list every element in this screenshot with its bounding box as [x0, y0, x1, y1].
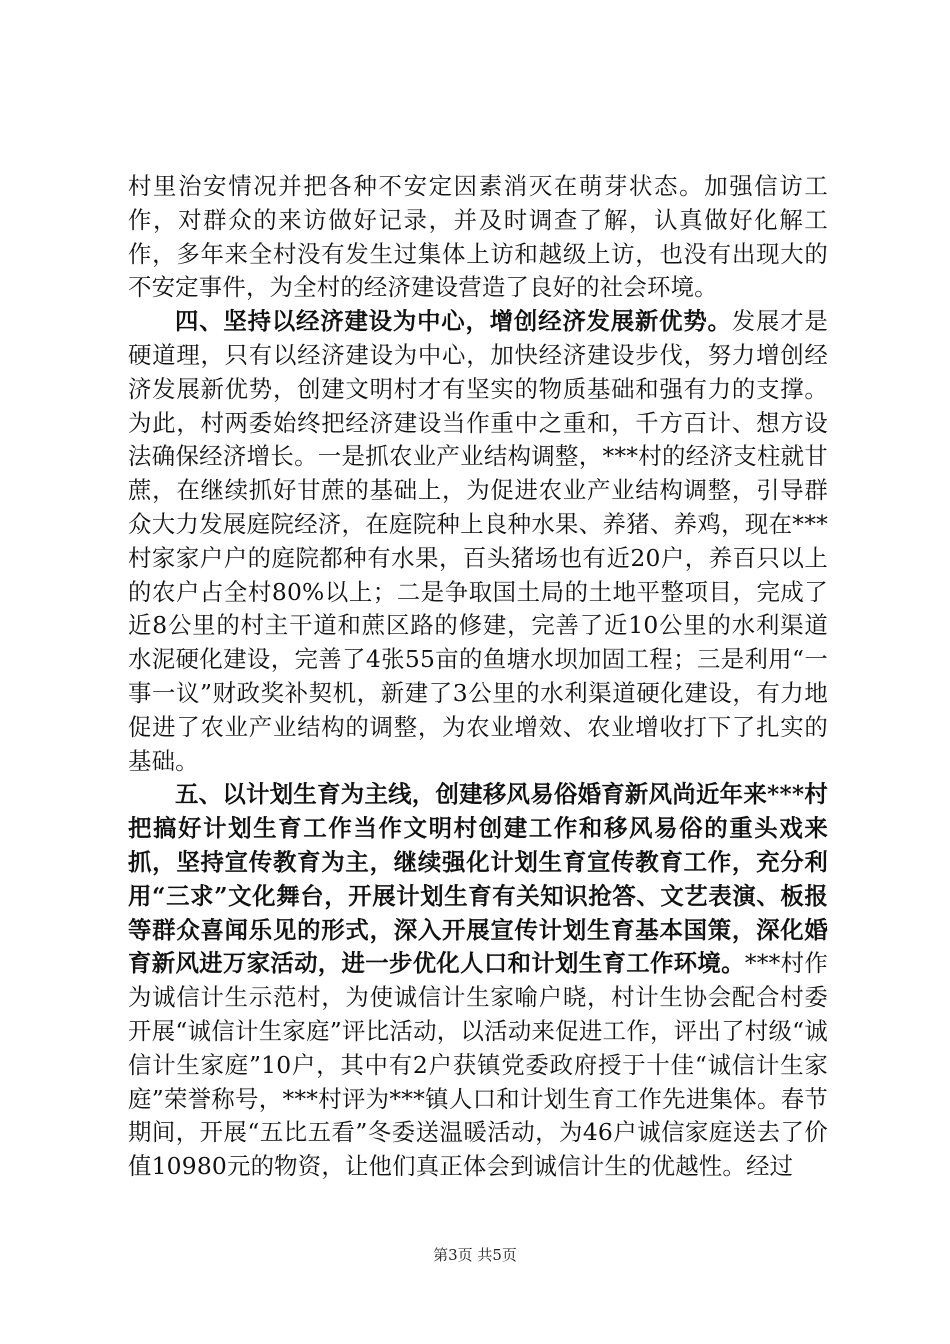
paragraph-family-planning: [128, 778, 828, 1184]
page-footer: [0, 1245, 950, 1265]
section-heading-five: 五、以计划生育为主线，创建移风易俗婚育新风尚近年来***村把搞好计划生育工作当作文明村创建工作和移风易俗的重头戏来抓，坚持宣传教育为主，继续强化计划生育宣传教育工作，充分利用“三求”文化舞台，开展计划生育有关知识抢答、文艺表演、板报等群众喜闻乐见的形式，深入开展宣传计划生育基本国策，深化婚育新风进万家活动，进一步优化人口和计划生育工作环境。: [128, 780, 828, 978]
page-number-label: 第3页 共5页: [433, 1246, 517, 1264]
paragraph-economic-development: [128, 305, 828, 778]
document-body: [128, 170, 828, 1184]
paragraph-text: 发展才是硬道理，只有以经济建设为中心，加快经济建设步伐，努力增创经济发展新优势，创建文明村才有坚实的物质基础和强有力的支撑。为此，村两委始终把经济建设当作重中之重和，千方百计、想方设法确保经济增长。一是抓农业产业结构调整，***村的经济支柱就甘蔗，在继续抓好甘蔗的基础上，为促进农业产业结构调整，引导群众大力发展庭院经济，在庭院种上良种水果、养猪、养鸡，现在***村家家户户的庭院都种有水果，百头猪场也有近20户，养百只以上的农户占全村80%以上；二是争取国土局的土地平整项目，完成了近8公里的村主干道和蔗区路的修建，完善了近10公里的水利渠道水泥硬化建设，完善了4张55亩的鱼塘水坝加固工程；三是利用“一事一议”财政奖补契机，新建了3公里的水利渠道硬化建设，有力地促进了农业产业结构的调整，为农业增效、农业增收打下了扎实的基础。: [128, 307, 828, 775]
paragraph-text: ***村作为诚信计生示范村，为使诚信计生家喻户晓，村计生协会配合村委开展“诚信计生家庭”评比活动，以活动来促进工作，评出了村级“诚信计生家庭”10户，其中有2户获镇党委政府授于十佳“诚信计生家庭”荣誉称号，***村评为***镇人口和计划生育工作先进集体。春节期间，开展“五比五看”冬委送温暖活动，为46户诚信家庭送去了价值10980元的物资，让他们真正体会到诚信计生的优越性。经过: [128, 949, 828, 1181]
paragraph-text: 村里治安情况并把各种不安定因素消灭在萌芽状态。加强信访工作，对群众的来访做好记录，并及时调查了解，认真做好化解工作，多年来全村没有发生过集体上访和越级上访，也没有出现大的不安定事件，为全村的经济建设营造了良好的社会环境。: [128, 172, 828, 302]
section-heading-four: 四、坚持以经济建设为中心，增创经济发展新优势。: [175, 307, 732, 336]
paragraph-social-stability: [128, 170, 828, 305]
